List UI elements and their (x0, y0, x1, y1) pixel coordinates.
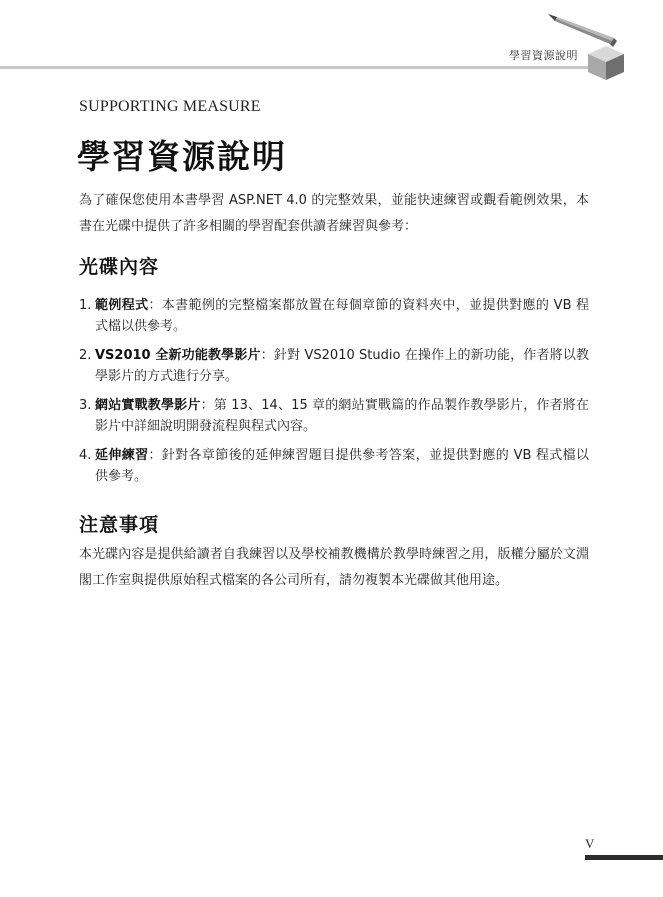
list-item-text: ：第 13、14、15 章的網站實戰篇的作品製作教學影片，作者將在影片中詳細說明開發流程與程式內容。 (95, 398, 589, 434)
section-heading-notes: 注意事項 (79, 514, 160, 536)
list-item-number: 2. (79, 348, 92, 363)
list-item-text: ：針對各章節後的延伸練習題目提供參考答案，並提供對應的 VB 程式檔以供參考。 (95, 448, 589, 484)
list-item-term: 網站實戰教學影片 (95, 398, 201, 413)
list-item (79, 345, 589, 387)
list-item-number: 3. (79, 398, 92, 413)
list-item-text: ：本書範例的完整檔案都放置在每個章節的資料夾中，並提供對應的 VB 程式檔以供參考。 (95, 298, 589, 334)
list-item-term: 範例程式 (95, 298, 149, 313)
page-title: 學習資源說明 (77, 137, 287, 176)
list-item-number: 4. (79, 448, 92, 463)
header-rule (0, 66, 590, 69)
list-item-number: 1. (79, 298, 92, 313)
intro-paragraph: 為了確保您使用本書學習 ASP.NET 4.0 的完整效果，並能快速練習或觀看範例效果，本書在光碟中提供了許多相關的學習配套供讀者練習與參考： (79, 193, 589, 234)
page-number: V (585, 836, 595, 851)
running-header-title: 學習資源說明 (509, 49, 578, 62)
eyebrow-label: SUPPORTING MEASURE (79, 98, 261, 115)
list-item (79, 445, 589, 487)
list-item-term: 延伸練習 (95, 448, 149, 463)
footer-rule (585, 855, 663, 860)
cube-icon (584, 44, 628, 82)
pencil-icon (548, 14, 618, 48)
list-item-text: ：針對 VS2010 Studio 在操作上的新功能，作者將以教學影片的方式進行分享。 (95, 348, 589, 384)
disc-contents-list (79, 295, 589, 495)
notes-paragraph: 本光碟內容是提供給讀者自我練習以及學校補教機構於教學時練習之用，版權分屬於文淵閣工作室與提供原始程式檔案的各公司所有，請勿複製本光碟做其他用途。 (79, 547, 589, 588)
section-heading-disc: 光碟內容 (79, 256, 160, 278)
list-item (79, 295, 589, 337)
list-item (79, 395, 589, 437)
list-item-term: VS2010 全新功能教學影片 (95, 348, 261, 363)
